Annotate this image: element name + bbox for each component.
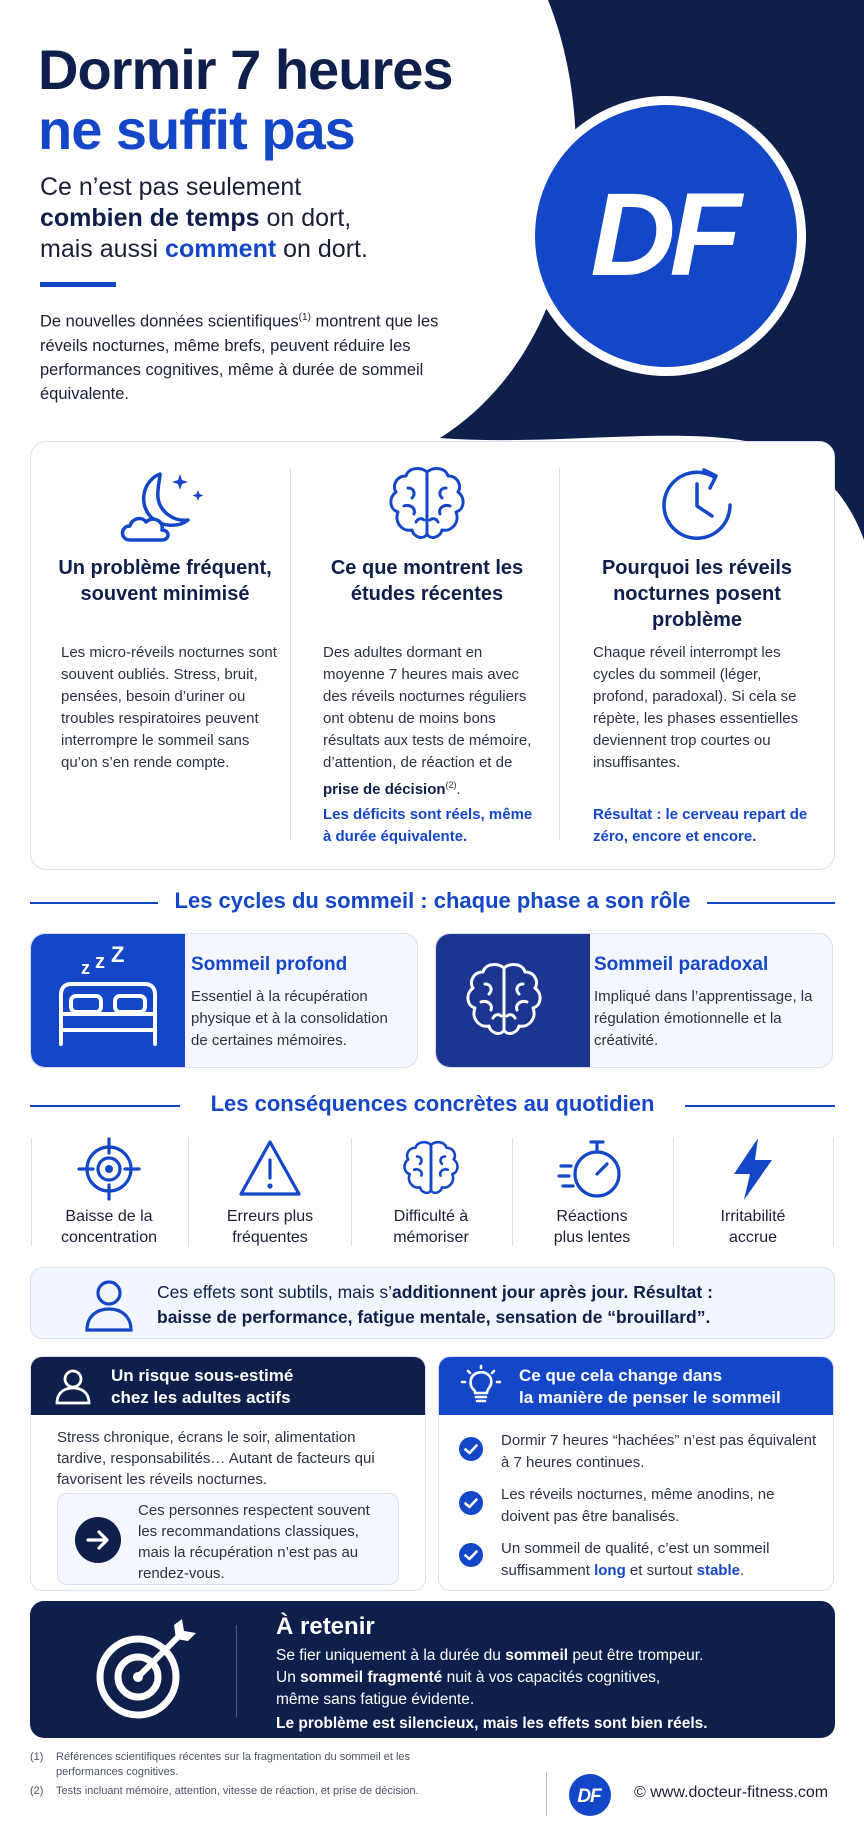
cycle-deep-sleep [30,933,418,1068]
intro-paragraph [40,306,440,406]
consequences-heading [30,1091,835,1121]
cycle-icon-box [31,934,185,1067]
takeaway-part: Un [276,1669,301,1686]
cycle-title: Sommeil paradoxal [594,954,769,975]
inner-note-text: Ces personnes respectent souvent les recommandations classiques, mais la récupération n’est pas au rendez-vous. [138,1502,370,1582]
lightning-icon [720,1136,786,1202]
website-url[interactable]: © www.docteur-fitness.com [634,1784,829,1801]
takeaway-line [276,1667,660,1689]
column-title: Un problème fréquent, souvent minimisé [58,557,272,605]
section-title: Les conséquences concrètes au quotidien [210,1091,655,1116]
consequence-irritability [672,1136,834,1250]
cycle-text: Essentiel à la récupération physique et à la consolidation de certaines mémoires. [191,988,388,1049]
bullseye-icon [90,1615,200,1725]
cycle-icon-box [436,934,590,1067]
subtitle-text: mais aussi [40,235,166,263]
panel-title-line: Ce que cela change dans [519,1366,723,1385]
takeaway-bold: sommeil [505,1647,569,1664]
footnote-text: Tests incluant mémoire, attention, vitesse de réaction, et prise de décision. [56,1785,419,1797]
consequence-errors [189,1136,351,1250]
panel-title-line: chez les adultes actifs [111,1388,291,1407]
df-logo [522,92,810,380]
consequence-line: Irritabilité [720,1208,786,1225]
effects-part: Ces effets sont subtils, mais s’ [157,1282,393,1302]
panel-title [111,1365,293,1409]
footnote-ref: (2) [445,780,457,790]
consequence-line: plus lentes [553,1229,631,1246]
arrow-right-icon [74,1516,122,1564]
brain-icon [382,460,472,550]
key-facts-card [30,441,835,870]
subtitle [40,172,480,265]
cycle-text: Impliqué dans l’apprentissage, la régulation émotionnelle et la créativité. [594,988,813,1049]
consequence-label [350,1206,512,1248]
takeaway-part: peut être trompeur. [568,1647,704,1664]
user-icon [53,1366,93,1406]
consequence-label [511,1206,673,1248]
column-text-part: Des adultes dormant en moyenne 7 heures mais avec des réveils nocturnes réguliers ont obtenu de moins bons résultats aux tests de mémoire, d’attention, de réaction et de [323,644,532,771]
change-text-part: . [739,1562,745,1579]
brain-icon [398,1136,464,1202]
takeaway-line [276,1645,703,1667]
svg-text:Z: Z [111,942,125,967]
key-takeaway-box [30,1601,835,1738]
takeaway-bold: sommeil fragmenté [300,1669,443,1686]
cycle-rem-sleep [435,933,833,1068]
consequence-label [28,1206,190,1248]
takeaway-line: même sans fatigue évidente. [276,1691,475,1708]
change-text-part: Un sommeil de qualité, c’est un sommeil suffisamment [501,1540,770,1579]
panel-title [519,1365,781,1409]
consequence-concentration [28,1136,190,1250]
footnote-number: (2) [30,1785,44,1797]
bed-icon [31,934,185,1068]
consequence-line: Réactions [556,1208,628,1225]
footer-divider [546,1772,547,1816]
footnote-text: Références scientifiques récentes sur la fragmentation du sommeil et les performances cognitives. [56,1751,411,1778]
change-text-bold: stable [696,1562,740,1579]
person-icon [79,1274,139,1334]
intro-text: montrent que les réveils nocturnes, même brefs, peuvent réduire les performances cognitives, même à durée de sommeil équivalente. [40,312,439,403]
takeaway-line: Le problème est silencieux, mais les effets sont bien réels. [276,1715,708,1732]
consequence-memory [350,1136,512,1250]
footnote-ref: (1) [298,312,311,323]
subtitle-text: on dort. [276,235,368,263]
subtitle-text: Ce n’est pas seulement [40,173,302,201]
effects-callout [30,1267,835,1339]
column-text: Les micro-réveils nocturnes sont souvent oubliés. Stress, bruit, pensées, besoin d’uriner ou troubles respiratoires peuvent interrompre le sommeil sans qu’on s’en rende compte. [61,644,277,771]
clock-icon [652,460,742,550]
intro-text: De nouvelles données scientifiques [40,312,299,331]
effects-text [157,1280,713,1330]
subtitle-bold: combien de temps [40,204,260,232]
cycles-heading [30,888,835,918]
svg-text:z: z [81,958,90,978]
check-icon [459,1491,483,1515]
takeaway-divider [236,1625,237,1717]
section-title: Les cycles du sommeil : chaque phase a son rôle [174,888,691,913]
check-icon [459,1543,483,1567]
check-icon [459,1437,483,1461]
panel-header [439,1357,833,1415]
column-result: Les déficits sont réels, même à durée équivalente. [323,806,533,845]
panel-text: Stress chronique, écrans le soir, alimentation tardive, responsabilités… Autant de facteurs qui favorisent les réveils nocturnes. [57,1429,375,1488]
consequence-reactions [511,1136,673,1250]
panel-inner-note [57,1493,399,1585]
accent-divider [40,282,116,287]
subtitle-bold: comment [165,235,277,263]
cycle-title: Sommeil profond [191,954,348,975]
column-problem [31,442,299,869]
column-text-bold: prise de décision [323,781,446,798]
consequence-label [189,1206,351,1248]
effects-bold: Résultat : [633,1282,713,1302]
column-why [563,442,831,869]
title-line-1: Dormir 7 heures [38,38,453,101]
column-text: Chaque réveil interrompt les cycles du sommeil (léger, profond, paradoxal). Si cela se répète, les phases essentielles deviennent trop courtes ou insuffisantes. [593,644,799,771]
risk-panel [30,1356,426,1591]
df-footer-logo [568,1773,612,1817]
takeaway-part: nuit à vos capacités cognitives, [442,1669,661,1686]
column-title: Pourquoi les réveils nocturnes posent problème [601,557,793,631]
takeaway-title: À retenir [276,1613,375,1640]
panel-title-line: Un risque sous-estimé [111,1366,294,1385]
consequence-line: accrue [728,1229,778,1246]
change-panel [438,1356,834,1591]
df-footer-logo-text: DF [577,1786,601,1807]
effects-bold: jour après jour. [497,1282,634,1302]
column-text-part: . [456,781,461,798]
brain-icon [436,934,572,1068]
df-logo-text: DF [590,169,736,301]
effects-bold: baisse de performance, fatigue mentale, sensation de “brouillard”. [157,1307,711,1327]
column-studies [293,442,561,869]
svg-text:z: z [95,951,105,973]
consequence-line: fréquentes [232,1229,308,1246]
change-text-part: et surtout [625,1562,697,1579]
title-line-2: ne suffit pas [38,98,355,161]
moon-cloud-icon [110,460,220,550]
consequence-label [672,1206,834,1248]
panel-title-line: la manière de penser le sommeil [519,1388,781,1407]
warning-icon [237,1136,303,1202]
target-icon [76,1136,142,1202]
change-item-text [501,1538,819,1582]
consequence-line: mémoriser [393,1229,469,1246]
consequence-line: Erreurs plus [226,1208,314,1225]
column-result: Résultat : le cerveau repart de zéro, encore et encore. [593,806,808,845]
effects-bold: additionnent [392,1282,498,1302]
column-text [323,642,543,801]
change-item-text: Les réveils nocturnes, même anodins, ne doivent pas être banalisés. [501,1486,775,1525]
change-item-text: Dormir 7 heures “hachées” n’est pas équivalent à 7 heures continues. [501,1432,817,1471]
stopwatch-icon [557,1136,627,1202]
change-text-bold: long [594,1562,626,1579]
consequence-line: concentration [60,1229,158,1246]
page-title [38,40,453,160]
panel-header [31,1357,425,1415]
takeaway-part: Se fier uniquement à la durée du [276,1647,506,1664]
subtitle-text: on dort, [259,204,352,232]
footnote-number: (1) [30,1751,44,1763]
consequence-line: Difficulté à [393,1208,469,1225]
column-title: Ce que montrent les études récentes [330,557,524,605]
consequence-line: Baisse de la [65,1208,153,1225]
lightbulb-icon [459,1364,503,1408]
